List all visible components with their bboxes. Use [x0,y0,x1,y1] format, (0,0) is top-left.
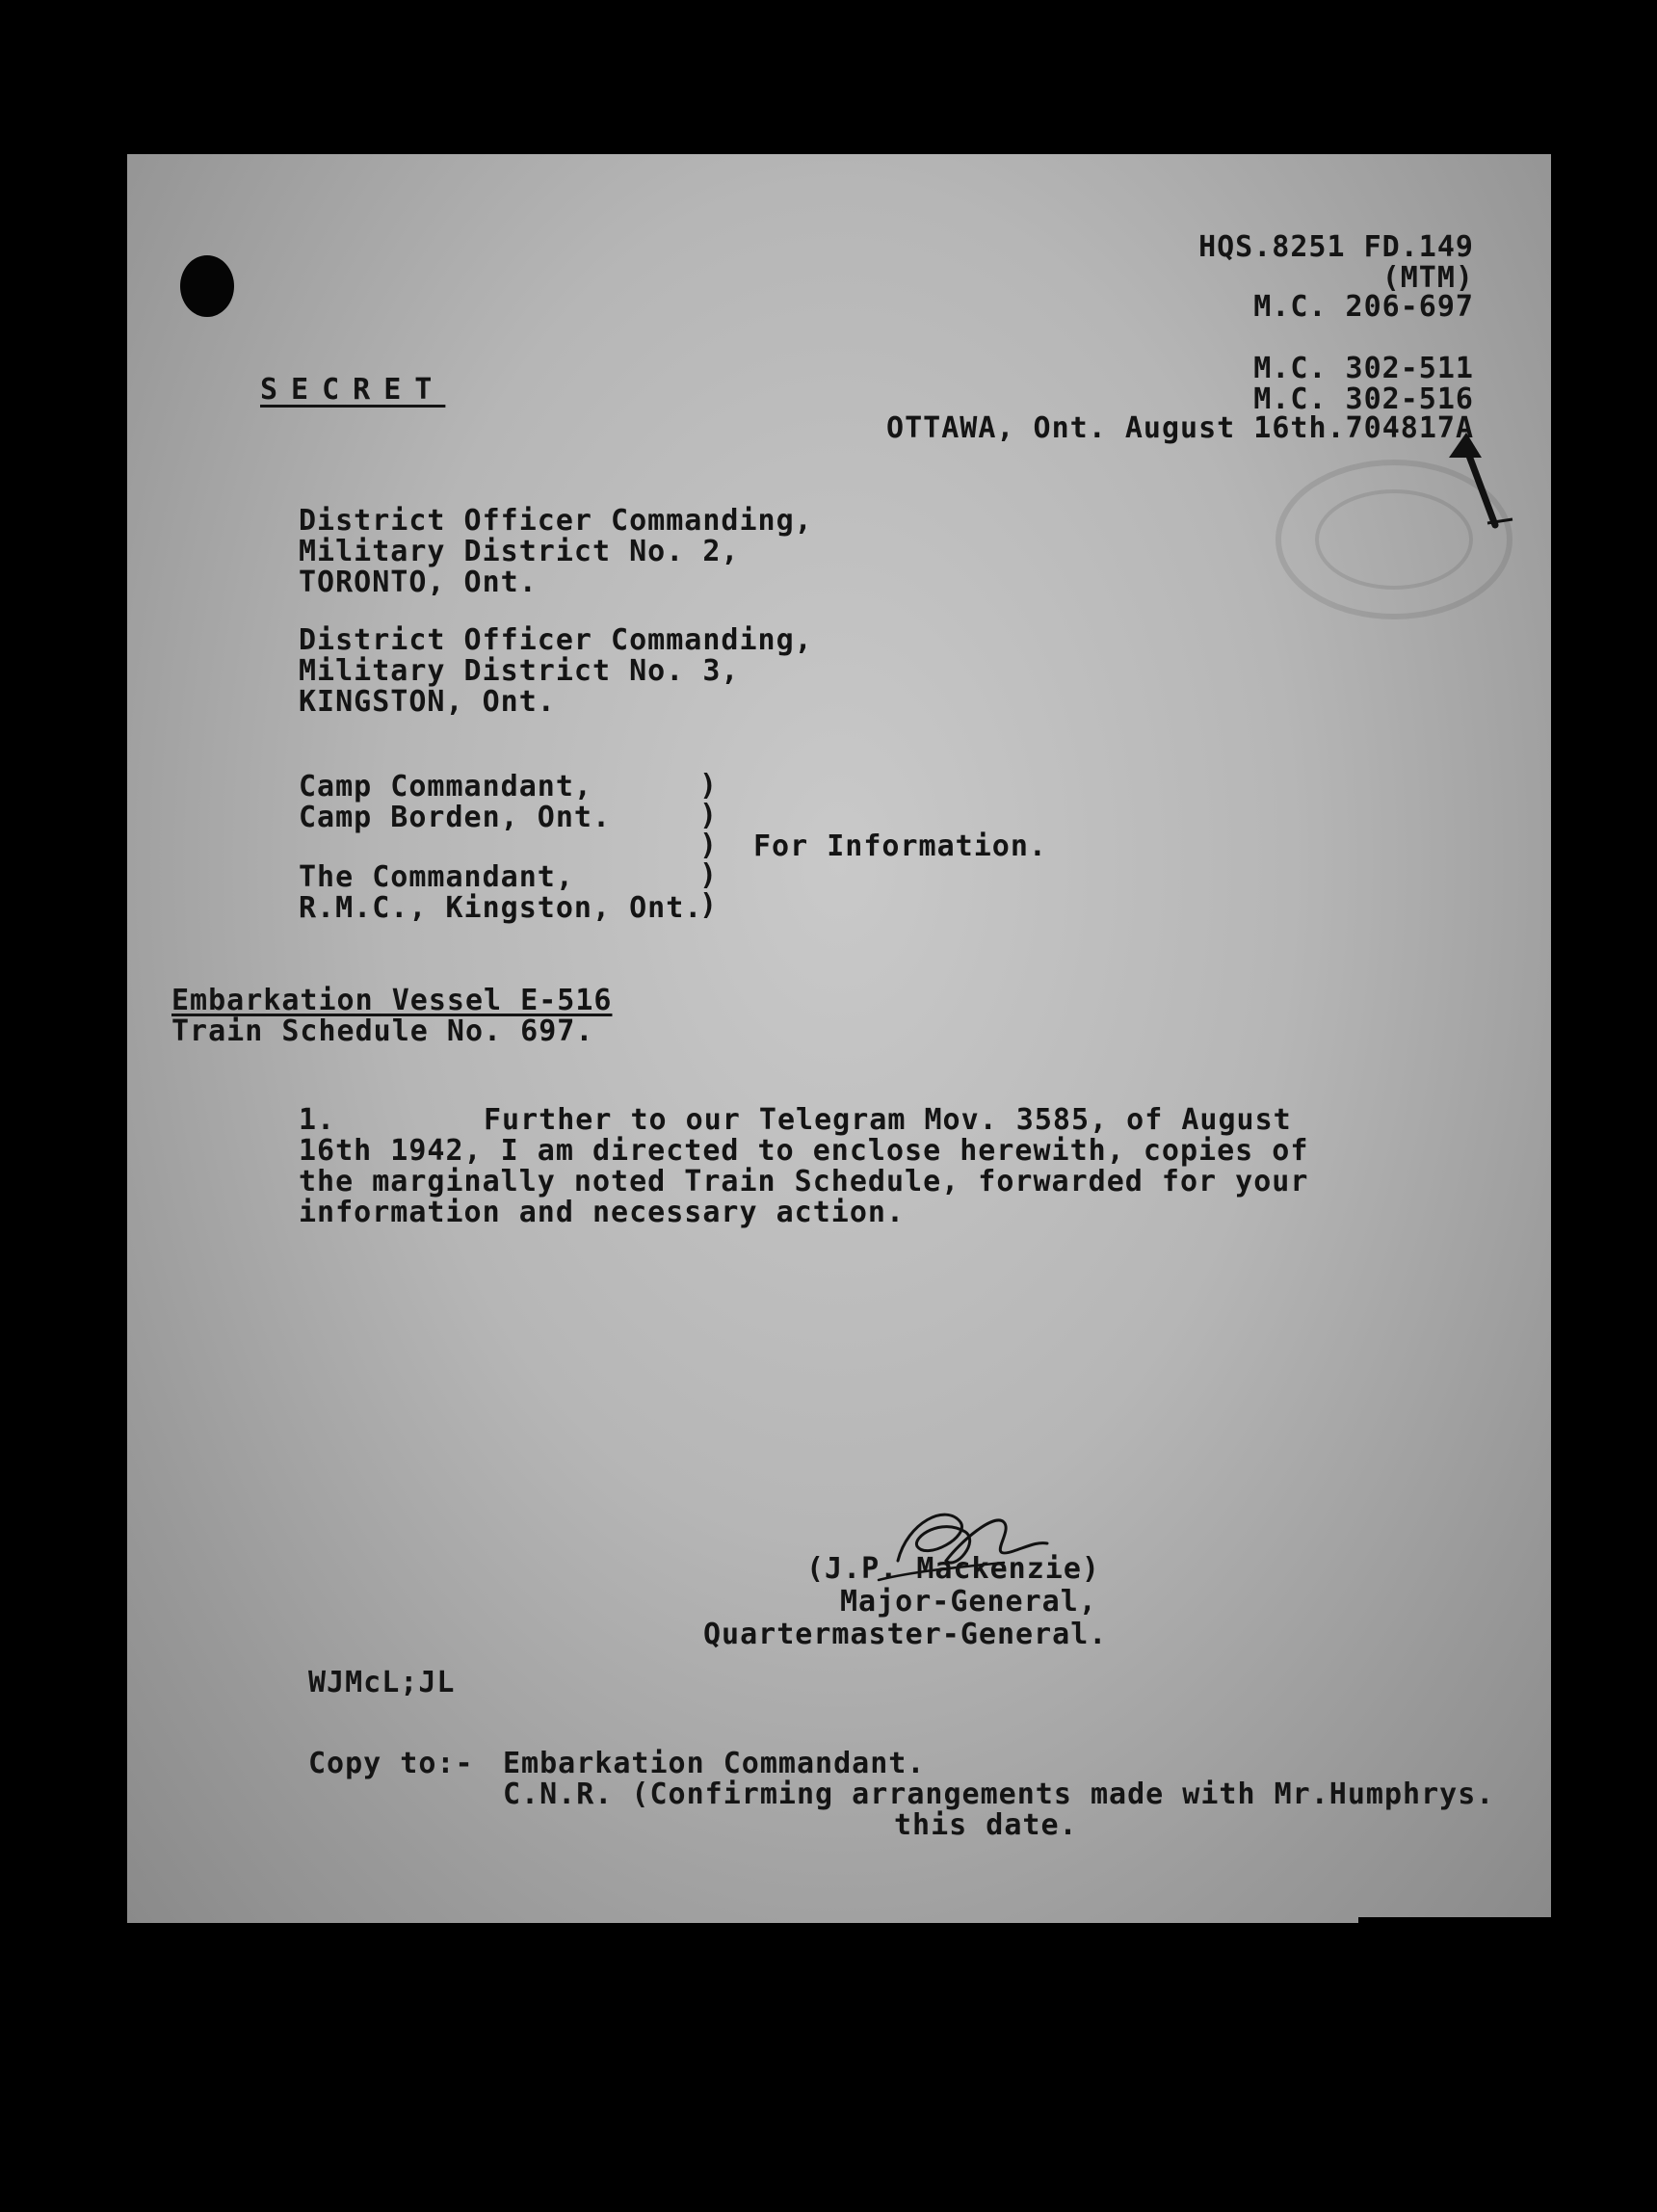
subject-line-1: Embarkation Vessel E-516 [171,984,613,1017]
addressee-1-line-2: Military District No. 2, [299,535,740,568]
punch-hole [180,255,234,317]
info-addressee-2-line-2: R.M.C., Kingston, Ont. [299,891,703,925]
handwritten-arrow-mark [1428,429,1514,535]
signatory-title: Quartermaster-General. [703,1618,1108,1651]
scan-border-notch [1358,1917,1551,1942]
file-reference-4: M.C. 302-511 [1253,352,1474,385]
reference-initials: WJMcL;JL [308,1666,456,1699]
signatory-name: (J.P. Mackenzie) [806,1552,1100,1586]
addressee-2-line-3: KINGSTON, Ont. [299,685,556,719]
paragraph-line-1: Further to our Telegram Mov. 3585, of August [484,1103,1292,1137]
paragraph-line-2: 16th 1942, I am directed to enclose herewith, copies of [299,1134,1309,1168]
file-reference-2: (MTM) [1381,261,1474,295]
copy-to-line-1: Embarkation Commandant. [503,1747,926,1780]
signatory-rank: Major-General, [840,1585,1097,1619]
subject-line-2: Train Schedule No. 697. [171,1014,594,1048]
document-page [127,154,1551,1923]
file-reference-3: M.C. 206-697 [1253,290,1474,324]
bracket-column: ) ) ) ) ) [699,769,719,922]
addressee-2-line-2: Military District No. 3, [299,654,740,688]
copy-to-line-3: this date. [894,1808,1078,1842]
classification-heading: SECRET [260,373,446,407]
paragraph-line-4: information and necessary action. [299,1196,906,1229]
copy-to-line-2: C.N.R. (Confirming arrangements made with Mr.Humphrys. [503,1778,1495,1811]
date-line: OTTAWA, Ont. August 16th.704817A [886,411,1474,445]
file-reference-1: HQS.8251 FD.149 [1198,230,1474,264]
addressee-1-line-3: TORONTO, Ont. [299,566,538,599]
copy-to-label: Copy to:- [308,1747,474,1780]
info-addressee-1-line-2: Camp Borden, Ont. [299,801,612,834]
addressee-1-line-1: District Officer Commanding, [299,504,813,538]
paragraph-line-3: the marginally noted Train Schedule, forwarded for your [299,1165,1309,1198]
file-reference-5: M.C. 302-516 [1253,382,1474,416]
paragraph-number: 1. [299,1103,336,1137]
info-addressee-1-line-1: Camp Commandant, [299,770,592,803]
addressee-2-line-1: District Officer Commanding, [299,623,813,657]
info-addressee-2-line-1: The Commandant, [299,860,574,894]
for-information-note: For Information. [753,830,1047,863]
